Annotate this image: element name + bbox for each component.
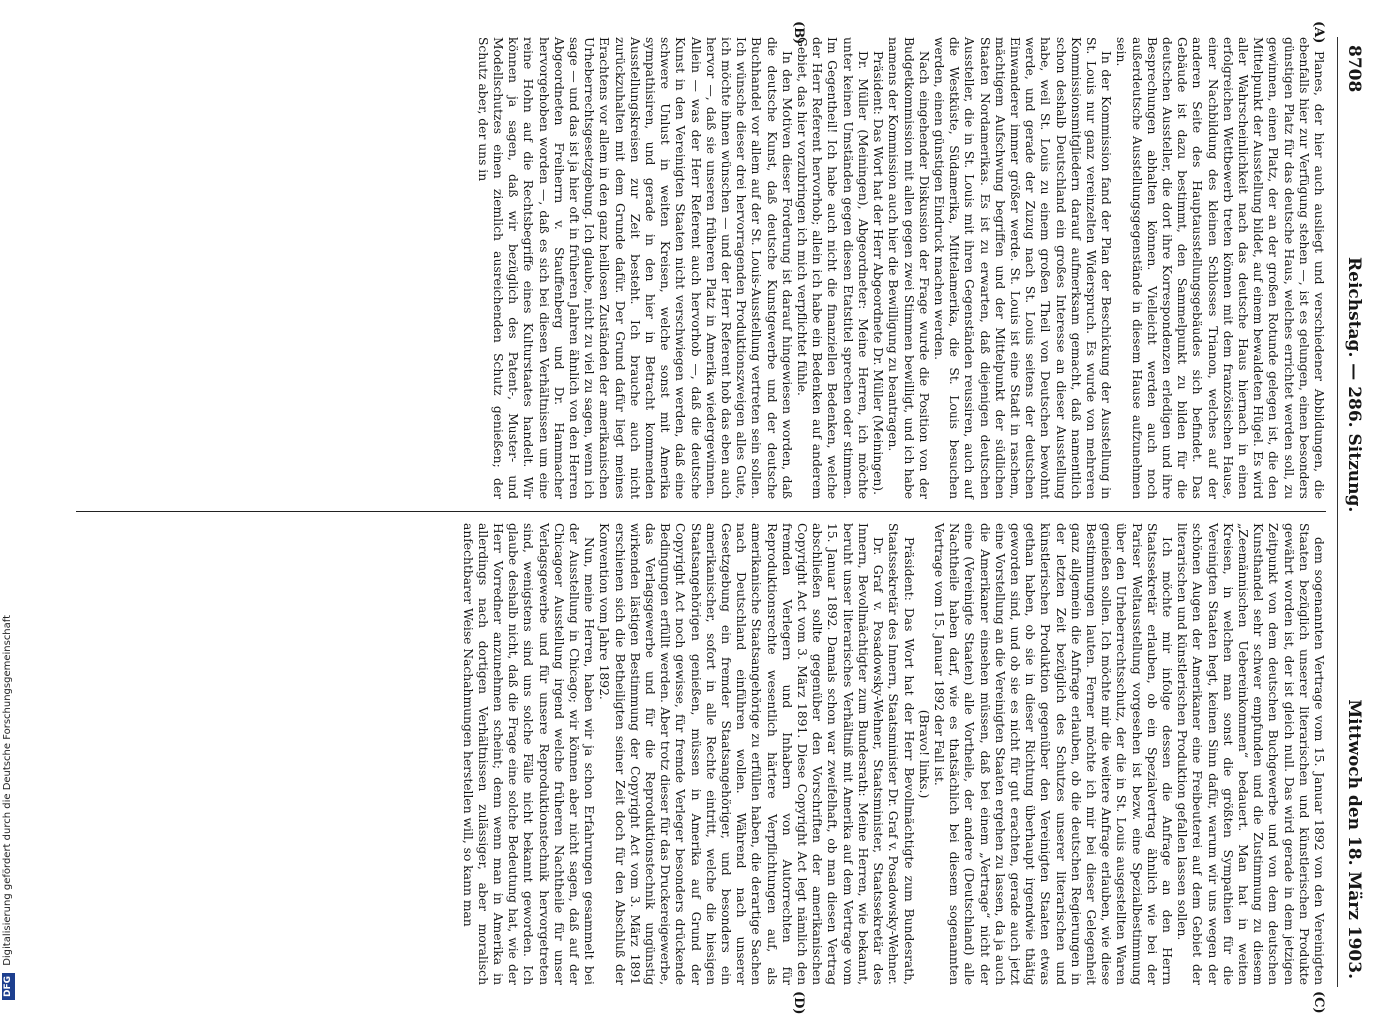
- dfg-logo: DFG: [2, 973, 15, 1000]
- paragraph: Dr. Graf v. Posadowsky-Wehner, Staatsminister, Staatssekretär des Innern, Bevollmächtigter zum Bundesrath: Meine Herren, wie bekannt, beruht unser literarisches Verhältniß mit Amerika auf dem Vertrage vom 15. Januar 1892. Damals schon war zweifelhaft, ob man diesen Vertrag abschließen sollte gegenüber den Vorschriften der amerikanischen Copyright Act vom 3. März 1891. Diese Copyright Act legt nämlich den fremden Verlegern und Inhabern von Autorrechten für Reproduktionsrechte wesentlich härtere Verpflichtungen auf, als amerikanische Staatsangehörige zu erfüllen haben, die derartige Sachen nach Deutschland einführen wollen. Während nach unserer Gesetzgebung ein fremder Staatsangehöriger, und besonders ein amerikanischer, sofort in alle Rechte eintritt, welche die hiesigen Staatsangehörigen genießen, müssen in Amerika auf Grund der Copyright Act noch gewisse, für fremde Verleger besonders drückende Bedingungen erfüllt werden. Aber trotz dieser für das Druckereigewerbe, das Verlagsgewerbe und für die Reproduktionstechnik ungünstig wirkenden lästigen Bestimmung der Copyright Act vom 3. März 1891 erschienen sich die Betheiligten seiner Zeit doch für den Abschluß der Konvention vom Jahre 1892.: [597, 523, 886, 985]
- paragraph: In den Motiven dieser Forderung ist darauf hingewiesen worden, daß die deutsche Kunst, daß deutsche Kunstgewerbe und der deutsche Buchhandel vor allem auf der St. Louis-Ausstellung vertreten sein sollen. Ich wünsche dieser drei hervorragenden Produktionszweigen alles Gute, ich möchte ihnen wünschen — und der Herr Referent hob das eben auch hervor —, daß sie unseren früheren Platz in Amerika wiedergewinnen. Allein — was der Herr Referent auch hervorhob —, daß die deutsche Kunst in den Vereinigten Staaten nicht verschwiegen werden, daß eine schwere Unlust in weiten Kreisen, welche sonst mit Amerika sympathisiren, und gerade in den hier in Betracht kommenden Ausstellungskreisen zur Zeit besteht. Ich brauche auch nicht zurückzuhalten mit dem Grunde dafür. Der Grund dafür liegt meines Erachtens vor allem in den ganz heillosen Zuständen der amerikanischen Urheberrechtsgesetzgebung. Ich glaube, nicht zu viel zu sagen, wenn ich sage — und das ist ja hier oft in früheren Jahren ähnlich von den Herren Abgeordneten Freiherrn v. Stauffenberg und Dr. Hammacher hervorgehoben worden —, daß es sich bei diesen Verhältnissen um eine reine Hohn auf die Rechtsbegriffe eines Kulturstaates handelt. Wir können ja sagen, daß wir bezüglich des Patent-, Muster- und Modellschutzes einen ziemlich ausreichenden Schutz genießen; der Schutz aber, der uns in: [475, 37, 794, 499]
- paragraph: Dr. Müller (Meiningen), Abgeordneter: Meine Herren, ich möchte unter keinen Umständen gegen diesen Etatstitel sprechen oder stimmen. Im Gegentheil! Ich habe auch nicht die finanziellen Bedenken, welche der Herr Referent hervorhob; allein ich habe ein Bedenken auf anderem Gebiet, das hier vorzubringen ich mich verpflichtet fühle.: [795, 37, 870, 499]
- speaker-announcement: Präsident: Das Wort hat der Herr Abgeordnete Dr. Müller (Meiningen).: [871, 51, 886, 496]
- page-number: 8708: [1344, 45, 1364, 93]
- footer-text: Digitalisierung gefördert durch die Deutsche Forschungsgemeinschaft: [2, 614, 13, 966]
- paragraph: Planes, der hier auch ausliegt und verschiedener Abbildungen, die ebenfalls hier zur Verfügung stehen —, ist es gelungen, einen besonders günstigen Platz für das deutsche Haus, welches errichtet werden soll, zu gewinnen, einen Platz, der an der großen Rotunde gelegen ist, die den Mittelpunkt der Ausstellung bildet, auf einem bewaldeten Hügel. Es wird aller Wahrscheinlichkeit nach das deutsche Haus hiernach in einen erfolgreichen Wettbewerb treten können mit dem französischen Hause, einer Nachbildung des kleinen Schlosses Trianon, welches auf der anderen Seite des Hauptausstellungsgebäudes sich befindet. Das Gebäude ist dazu bestimmt, den Sammelpunkt zu bilden für die deutschen Aussteller, die dort ihre Korrespondenzen erledigen und ihre Besprechungen abhalten können. Vielleicht werden auch noch außerdeutsche Ausstellungsgegenstände in diesem Hause aufzunehmen sein.: [1114, 37, 1326, 499]
- digitization-footer: [0, 560, 16, 1000]
- margin-mark-b: (B): [791, 21, 806, 45]
- page-header: [1337, 37, 1366, 987]
- paragraph: Ich möchte mir infolge dessen die Anfrage an den Herrn Staatssekretär erlauben, ob ein Spezialvertrag ähnlich wie bei der Pariser Weltausstellung vorgesehen ist bezw. eine Spezialbestimmung über den Urheberrechtsschutz, der die in St. Louis ausgestellten Waren genießen sollen. Ich möchte mir die weitere Anfrage erlauben, wie diese Bestimmungen lauten. Ferner möchte ich mir bei dieser Gelegenheit ganz allgemein die Anfrage erlauben, ob die deutschen Regierungen in der letzten Zeit bezüglich des Schutzes unserer literarischen und künstlerischen Produktion gegenüber den Vereinigten Staaten etwas gethan haben, ob sie in dieser Richtung überhaupt irgendwie thätig geworden sind, und ob sie es nicht für gut erachten, gerade auch jetzt eine Vorstellung an die Vereinigten Staaten ergehen zu lassen, da ja auch die Amerikaner einsehen müssen, daß bei einem „Vertrage“ nicht der eine (Vereinigte Staaten) alle Vortheile, der andere (Deutschland) alle Nachtheile haben darf, wie es thatsächlich bei diesem sogenannten Vertrage vom 15. Januar 1892 der Fall ist.: [931, 523, 1174, 985]
- session-date: Mittwoch den 18. März 1903.: [1344, 699, 1364, 979]
- rotated-page-content: [66, 21, 1366, 1015]
- session-title: Reichstag. — 286. Sitzung.: [1344, 257, 1364, 513]
- margin-mark-a: (A): [1311, 21, 1326, 44]
- right-text-column: [76, 523, 1326, 985]
- left-text-column: [76, 37, 1326, 499]
- applause-note: (Bravo! links.): [916, 709, 931, 799]
- speaker-announcement: Präsident: Das Wort hat der Herr Bevollmächtigte zum Bundesrath, Staatssekretär des Innern, Staatsminister Dr. Graf v. Posadowsky-Wehner.: [886, 523, 916, 985]
- margin-mark-c: (C): [1311, 991, 1326, 1014]
- paragraph: In der Kommission fand der Plan der Beschickung der Ausstellung in St. Louis nur ganz vereinzelten Widerspruch. Es wurde von mehreren Kommissionsmitgliedern darauf aufmerksam gemacht, daß namentlich schon deshalb Deutschland ein großes Interesse an dieser Ausstellung habe, weil St. Louis zu einem großen Theil von Deutschen bewohnt werde, und gerade der Zuzug nach St. Louis seitens der deutschen Einwanderer immer größer werde. St. Louis ist eine Stadt in raschem, mächtigem Aufschwung begriffen und der Mittelpunkt der südlichen Staaten Nordamerikas. Es ist zu erwarten, daß diejenigen deutschen Aussteller, die in St. Louis mit ihren Gegenständen reussiren, auch auf die Westküste, Südamerika, Mittelamerika, die St. Louis besuchen werden, einen günstigen Eindruck machen werden.: [931, 37, 1114, 499]
- column-divider: [76, 511, 1326, 512]
- margin-mark-d: (D): [791, 991, 806, 1015]
- paragraph: Nach eingehender Diskussion der Frage wurde die Position von der Budgetkommission mit allen gegen zwei Stimmen bewilligt, und ich habe namens der Kommission auch hier die Bewilligung zu beantragen.: [886, 37, 931, 499]
- paragraph: dem sogenannten Vertrage vom 15. Januar 1892 von den Vereinigten Staaten bezüglich unserer literarischen und künstlerischen Produkte gewährt worden ist, der ist gleich null. Das wird gerade in dem jetzigen Zeitpunkt von dem deutschen Buchgewerbe und von dem deutschen Kunsthandel sehr schwer empfunden und die Zustimmung zu diesem „Zeemännischen Uebereinkommen“ bedauert. Man hat in weiten Kreisen, in welchen man sonst die größten Sympathien für die Vereinigten Staaten hegt, keinen Sinn dafür, warum wir uns wegen der schönen Augen der Amerikaner eine Freibeuterei auf dem Gebiet der literarischen und künstlerischen Produktion gefallen lassen sollen.: [1175, 523, 1326, 985]
- paragraph: Nun, meine Herren, haben wir ja schon Erfahrungen gesammelt bei der Ausstellung in Chicago; wir können aber nicht sagen, daß auf der Chicagoer Ausstellung irgend welche früheren Nachtheile für unser Verlagsgewerbe und für unsere Reproduktionstechnik hervorgetreten sind, wenigstens sind uns solche Fälle nicht bekannt geworden. Ich glaube deshalb nicht, daß die Frage eine solche Bedeutung hat, wie der Herr Vorredner anzunehmen scheint; denn wenn man in Amerika in allerdings nach dortigen Verhältnissen zulässiger, aber moralisch anfechtbarer Weise Nachahmungen herstellen will, so kann man: [460, 523, 597, 985]
